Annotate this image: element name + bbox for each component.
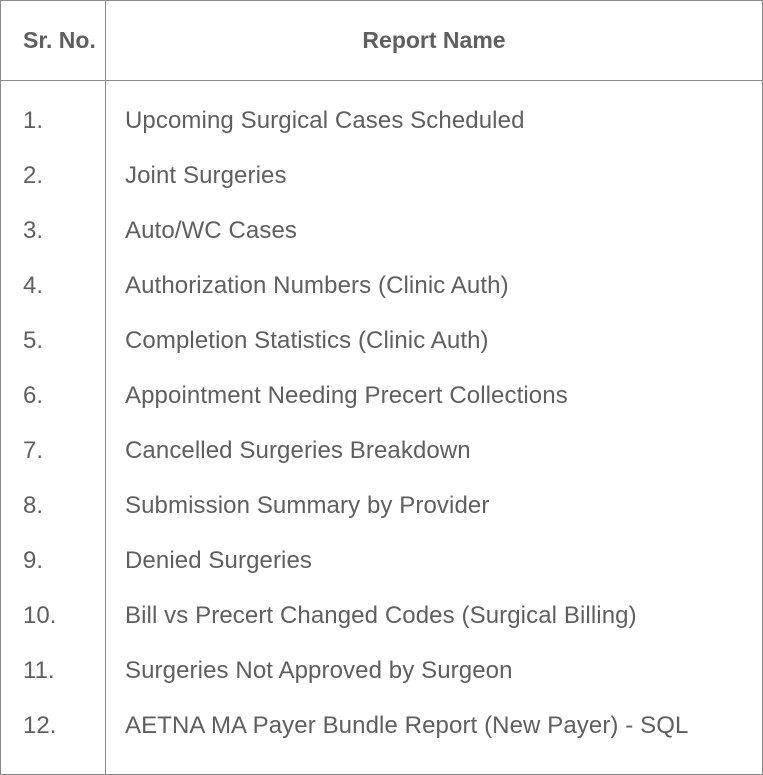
header-report-name: Report Name [362,27,506,53]
table-row [1,698,762,753]
table-row [1,423,762,478]
table-row [1,588,762,643]
row-report-name: Cancelled Surgeries Breakdown [125,437,471,464]
table-row [1,478,762,533]
table-row [1,203,762,258]
row-report-name: Auto/WC Cases [125,217,298,244]
row-sr-no: 3. [23,217,44,244]
row-report-name: Surgeries Not Approved by Surgeon [125,657,513,684]
row-report-name: Submission Summary by Provider [125,492,490,519]
table-row [1,258,762,313]
row-sr-no: 9. [23,547,44,574]
row-sr-no: 5. [23,327,44,354]
row-sr-no: 1. [23,107,44,134]
row-report-name: Appointment Needing Precert Collections [125,382,568,409]
row-sr-no: 7. [23,437,44,464]
row-sr-no: 2. [23,162,44,189]
table-row [1,643,762,698]
row-sr-no: 12. [23,712,57,739]
row-sr-no: 4. [23,272,44,299]
table-row [1,93,762,148]
row-sr-no: 8. [23,492,44,519]
row-sr-no: 10. [23,602,57,629]
row-report-name: Joint Surgeries [125,162,287,189]
header-sr-no: Sr. No. [23,27,96,53]
row-report-name: AETNA MA Payer Bundle Report (New Payer) - SQL [125,712,689,739]
row-report-name: Authorization Numbers (Clinic Auth) [125,272,509,299]
table-row [1,368,762,423]
table-row [1,313,762,368]
table-header-row [1,1,762,81]
row-sr-no: 11. [23,657,55,684]
table-row [1,533,762,588]
table-row [1,148,762,203]
row-report-name: Upcoming Surgical Cases Scheduled [125,107,525,134]
row-report-name: Completion Statistics (Clinic Auth) [125,327,489,354]
row-report-name: Bill vs Precert Changed Codes (Surgical Billing) [125,602,637,629]
row-sr-no: 6. [23,382,44,409]
row-report-name: Denied Surgeries [125,547,313,574]
table-body [1,93,762,753]
